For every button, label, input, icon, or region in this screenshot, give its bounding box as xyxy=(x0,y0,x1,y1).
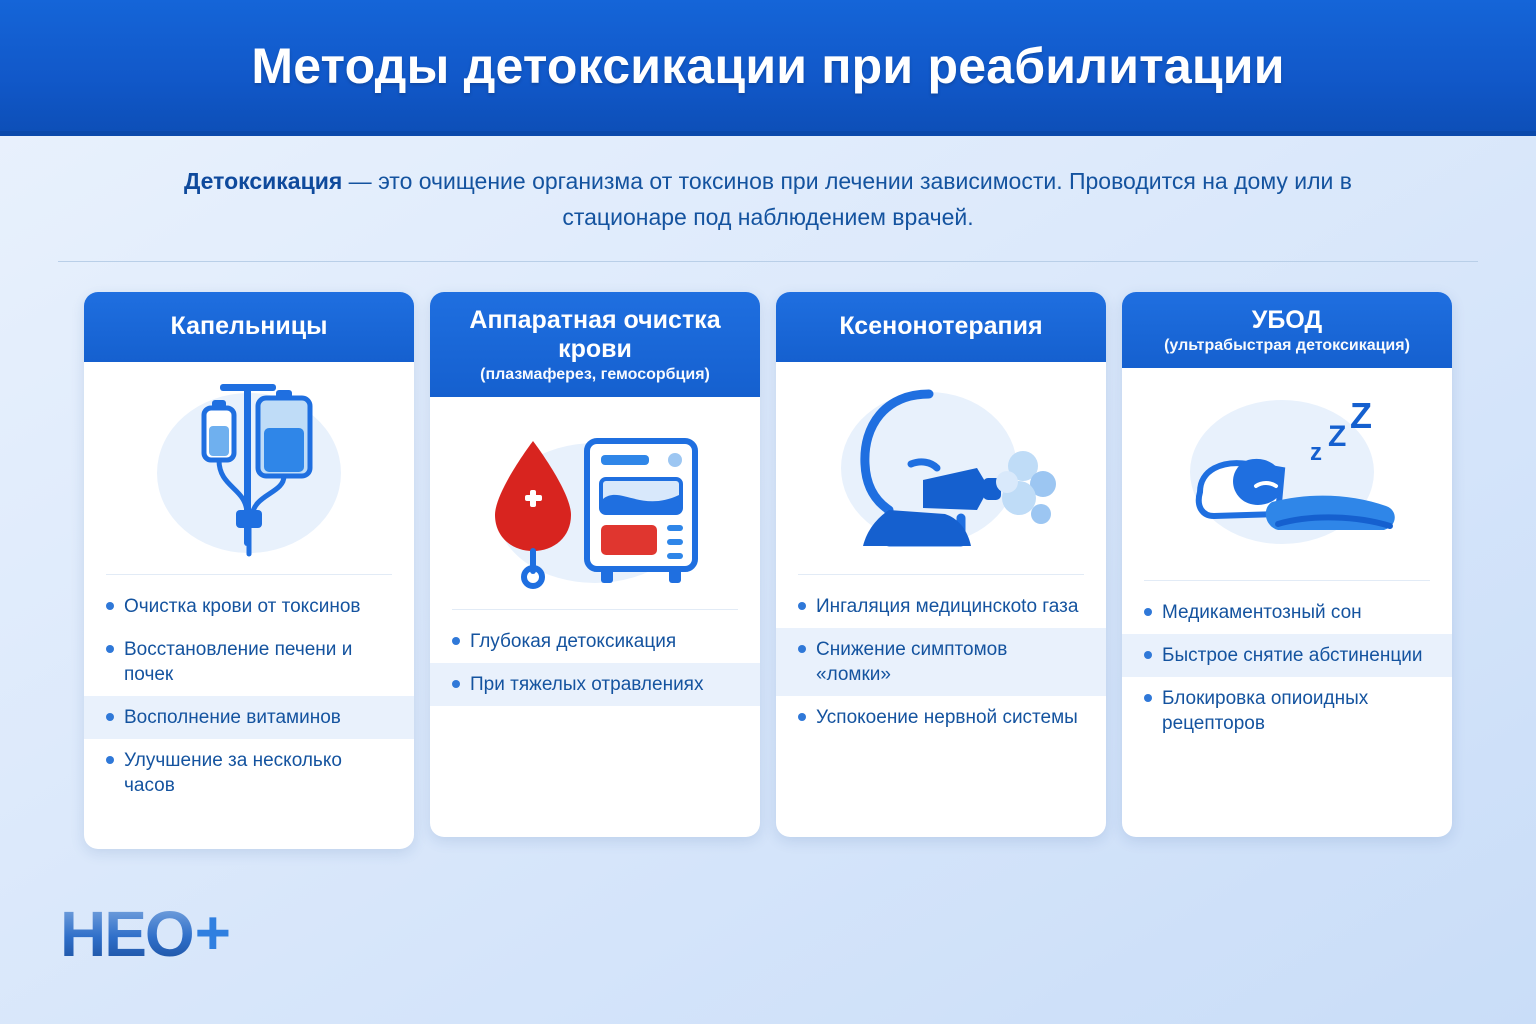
card-title: УБОД xyxy=(1251,306,1323,335)
svg-text:z: z xyxy=(1310,439,1322,467)
list-item xyxy=(776,585,1106,628)
list-item xyxy=(430,663,760,706)
iv-drip-icon xyxy=(84,362,414,574)
xenon-mask-icon xyxy=(776,362,1106,574)
bullet-dot-icon xyxy=(798,713,806,721)
intro-text: — это очищение организма от токсинов при лечении зависимости. Проводится на дому или в стационаре под наблюдением врачей. xyxy=(342,168,1353,230)
method-cards xyxy=(0,262,1536,849)
brand-logo xyxy=(60,898,231,970)
list-item-label: Очистка крови от токсинов xyxy=(124,596,361,618)
benefit-list xyxy=(84,575,414,825)
list-item xyxy=(84,585,414,628)
sleeping-patient-icon xyxy=(1122,368,1452,580)
list-item-label: Медикаментозный сон xyxy=(1162,602,1362,624)
bullet-dot-icon xyxy=(452,637,460,645)
card-kapelnitsy[interactable] xyxy=(84,292,414,849)
card-title: Аппаратная очистка крови xyxy=(469,306,721,364)
bullet-dot-icon xyxy=(106,713,114,721)
list-item xyxy=(84,696,414,739)
list-item-label: Снижение симптомов «ломки» xyxy=(816,639,1008,686)
card-ksenonoterapiya[interactable] xyxy=(776,292,1106,837)
benefit-list xyxy=(430,610,760,724)
bullet-dot-icon xyxy=(1144,651,1152,659)
list-item-label: Глубокая детоксикация xyxy=(470,630,677,652)
intro-lead: Детоксикация xyxy=(183,168,343,194)
list-item xyxy=(1122,677,1452,745)
logo-plus-icon: + xyxy=(194,899,231,968)
list-item xyxy=(1122,634,1452,677)
card-header xyxy=(430,292,760,397)
page-title: Методы детоксикации при реабилитации xyxy=(251,37,1285,94)
card-subtitle: (плазмаферез, гемосорбция) xyxy=(480,365,710,383)
card-ubod[interactable] xyxy=(1122,292,1452,837)
card-header xyxy=(1122,292,1452,368)
svg-text:Z: Z xyxy=(1328,420,1347,454)
card-header xyxy=(84,292,414,362)
list-item xyxy=(776,696,1106,739)
list-item-label: При тяжелых отравлениях xyxy=(470,673,704,695)
logo-text: HEO xyxy=(60,898,193,970)
list-item-label: Ингаляция медицинскоto газа xyxy=(816,596,1079,618)
list-item-label: Быстрое снятие абстиненции xyxy=(1162,645,1423,667)
bullet-dot-icon xyxy=(798,645,806,653)
bullet-dot-icon xyxy=(106,756,114,764)
list-item-label: Восстановление печени и почек xyxy=(124,639,353,686)
svg-text:Z: Z xyxy=(1350,395,1372,437)
bullet-dot-icon xyxy=(1144,694,1152,702)
card-title: Ксенонотерапия xyxy=(839,312,1043,341)
bullet-dot-icon xyxy=(106,602,114,610)
list-item-label: Успокоение нервной системы xyxy=(816,707,1078,729)
benefit-list xyxy=(776,575,1106,757)
blood-apparatus-icon xyxy=(430,397,760,609)
bullet-dot-icon xyxy=(1144,608,1152,616)
card-subtitle: (ультрабыстрая детоксикация) xyxy=(1164,337,1410,355)
list-item xyxy=(84,628,414,696)
bullet-dot-icon xyxy=(452,680,460,688)
benefit-list xyxy=(1122,581,1452,763)
list-item xyxy=(84,739,414,807)
card-apparatnaya-ochistka[interactable] xyxy=(430,292,760,837)
bullet-dot-icon xyxy=(106,645,114,653)
list-item-label: Улучшение за несколько часов xyxy=(124,750,342,797)
page-header xyxy=(0,0,1536,136)
list-item-label: Блокировка опиоидных рецепторов xyxy=(1162,688,1369,735)
card-title: Капельницы xyxy=(170,312,328,341)
list-item xyxy=(776,628,1106,696)
bullet-dot-icon xyxy=(798,602,806,610)
list-item xyxy=(430,620,760,663)
intro-paragraph xyxy=(0,136,1536,235)
card-header xyxy=(776,292,1106,362)
list-item xyxy=(1122,591,1452,634)
list-item-label: Восполнение витаминов xyxy=(124,707,341,729)
